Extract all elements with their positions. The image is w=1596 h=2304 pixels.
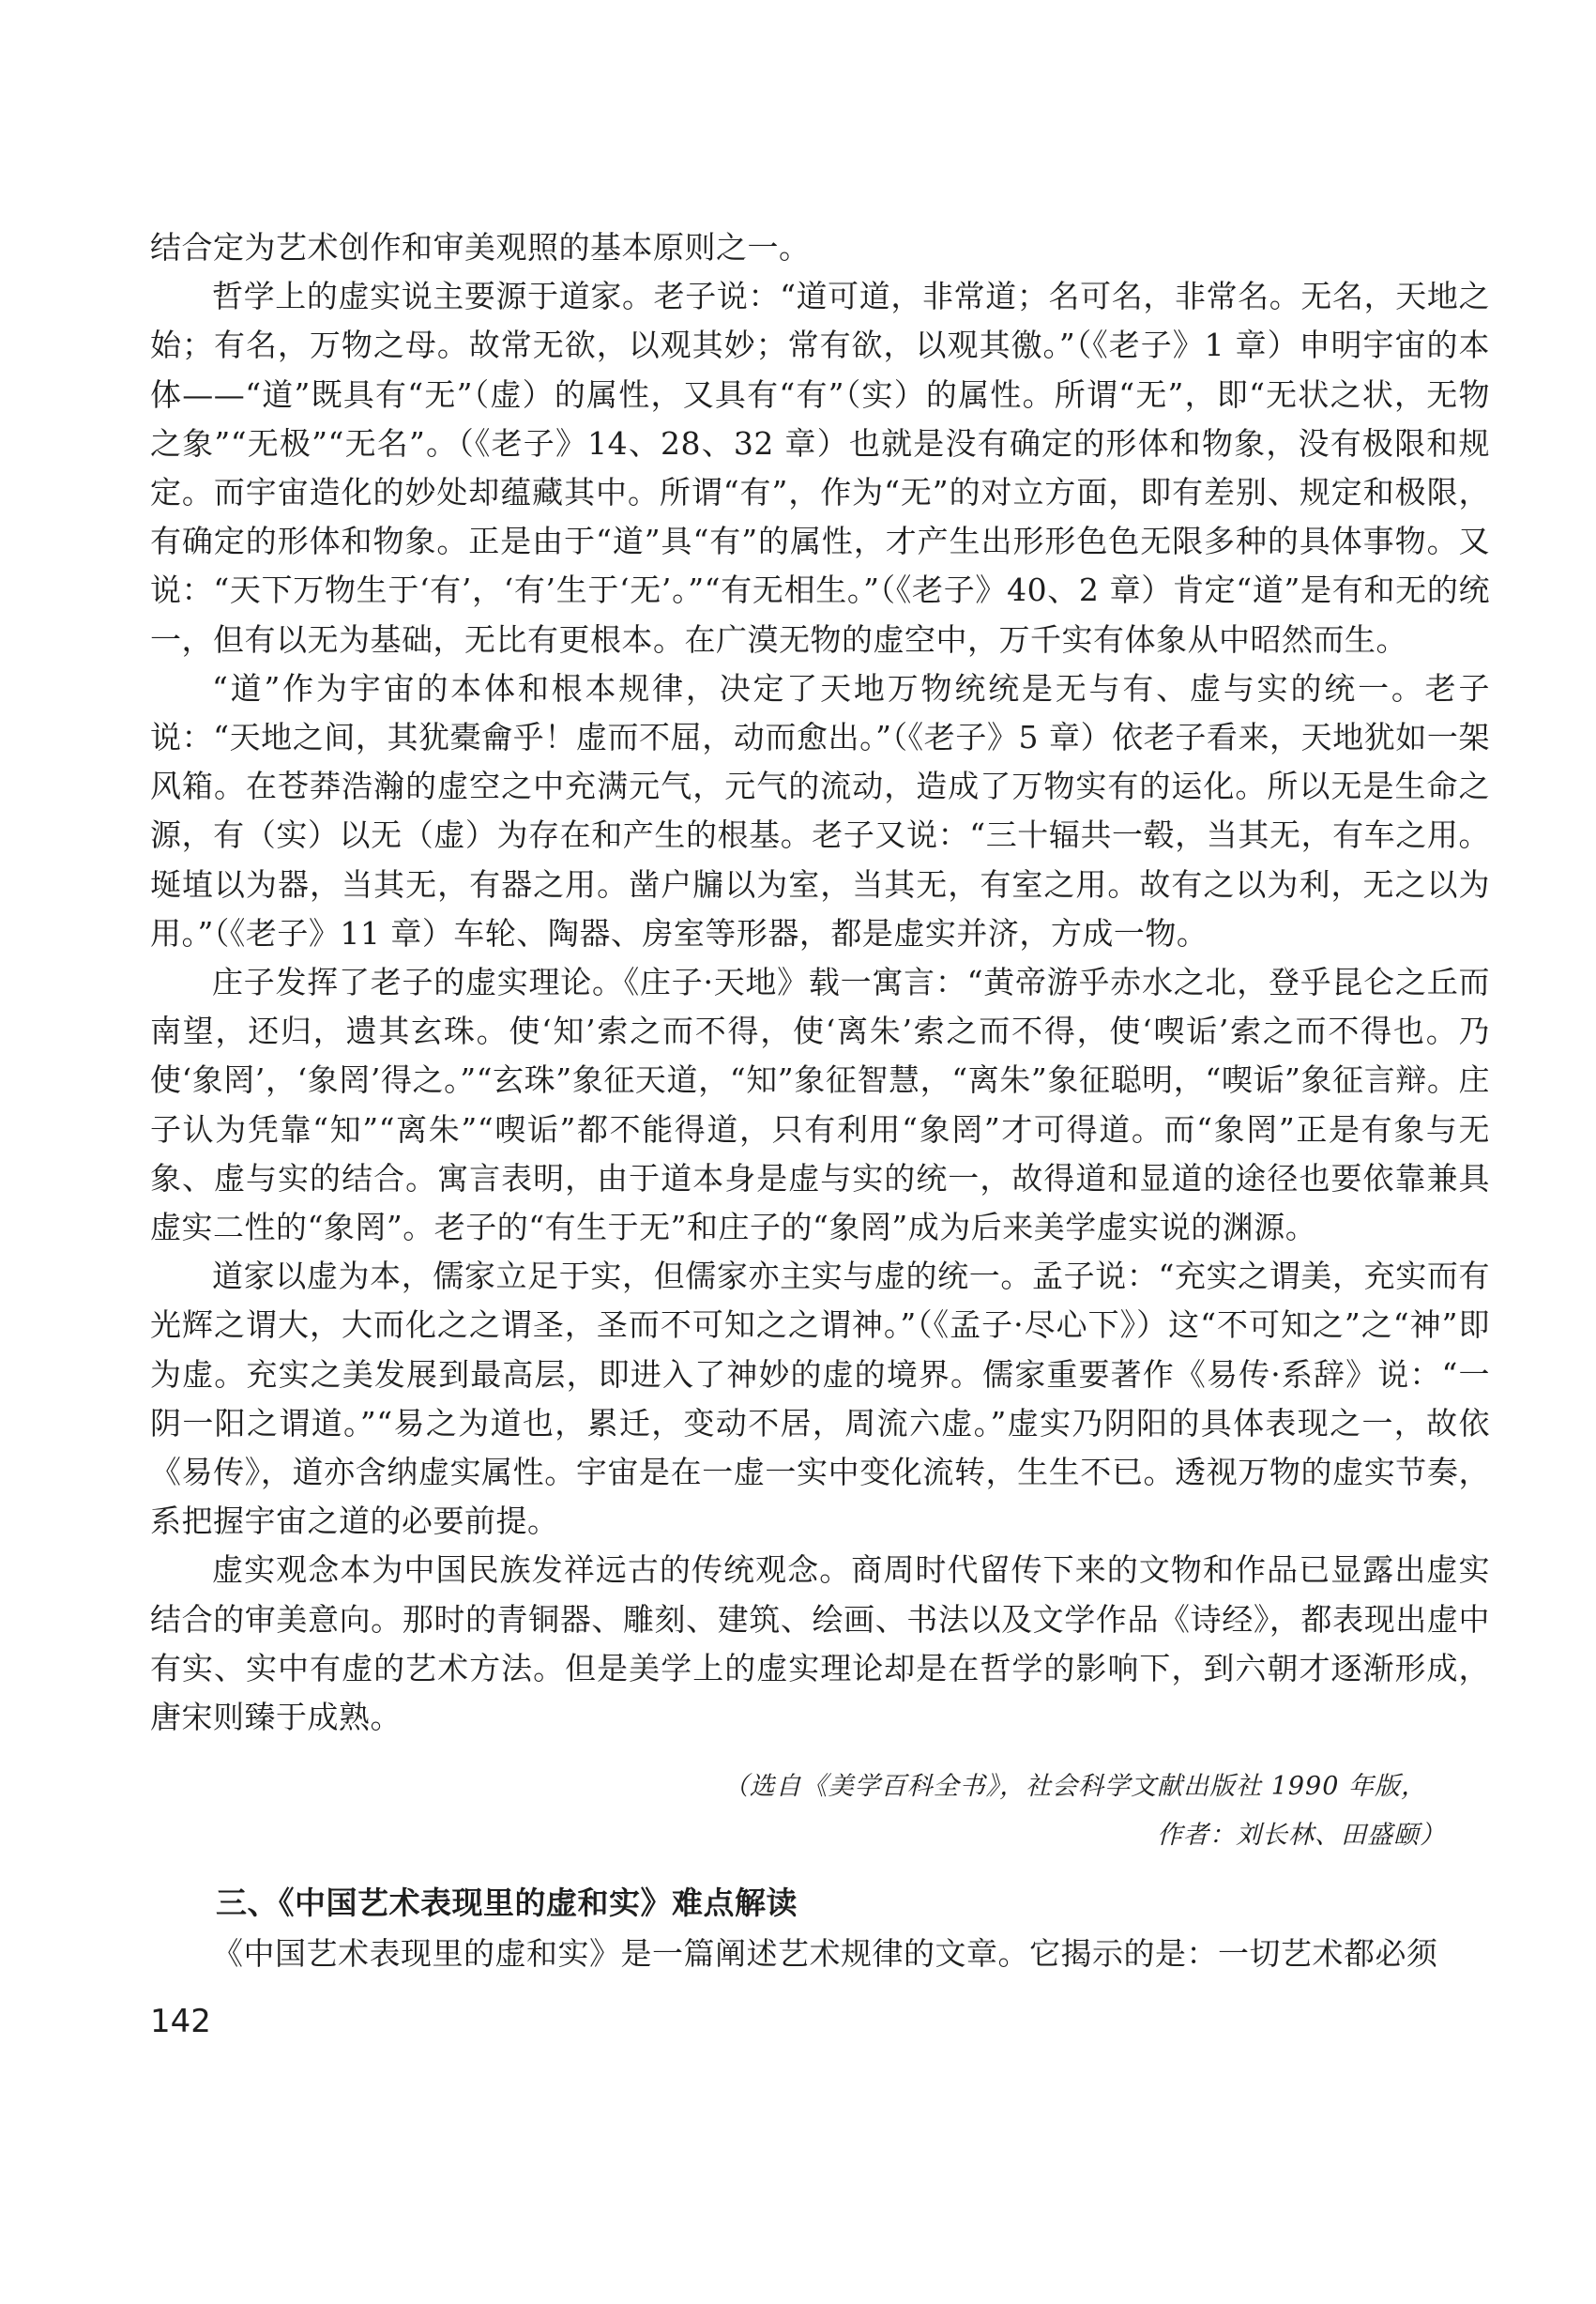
source-authors: 作者：刘长林、田盛颐） (1157, 1821, 1446, 1850)
source-citation: （选自《美学百科全书》，社会科学文献出版社 1990 年版， (722, 1772, 1427, 1801)
page-number: 142 (150, 2003, 211, 2040)
section-heading: 三、《中国艺术表现里的虚和实》难点解读 (216, 1884, 798, 1921)
paragraph-confucian: 道家以虚为本，儒家立足于实，但儒家亦主实与虚的统一。孟子说：“充实之谓美，充实而有光辉之谓大，大而化之之谓圣，圣而不可知之之谓神。”（《孟子·尽心下》）这“不可知之”之“神”即为虚。充实之美发展到最高层，即进入了神妙的虚的境界。儒家重要著作《易传·系辞》说：“一阴一阳之谓道。”“易之为道也，累迁，变动不居，周流六虚。”虚实乃阴阳的具体表现之一，故依《易传》，道亦含纳虚实属性。宇宙是在一虚一实中变化流转，生生不已。透视万物的虚实节奏，系把握宇宙之道的必要前提。 (150, 1258, 1490, 1540)
body-text (150, 223, 1490, 1742)
paragraph-section-intro: 《中国艺术表现里的虚和实》是一篇阐述艺术规律的文章。它揭示的是：一切艺术都必须 (212, 1935, 1438, 1972)
paragraph-zhuangzi: 庄子发挥了老子的虚实理论。《庄子·天地》载一寓言：“黄帝游乎赤水之北，登乎昆仑之丘而南望，还归，遗其玄珠。使‘知’索之而不得，使‘离朱’索之而不得，使‘喫诟’索之而不得也。乃使‘象罔’，‘象罔’得之。”“玄珠”象征天道，“知”象征智慧，“离朱”象征聪明，“喫诟”象征言辩。庄子认为凭靠“知”“离朱”“喫诟”都不能得道，只有利用“象罔”才可得道。而“象罔”正是有象与无象、虚与实的结合。寓言表明，由于道本身是虚与实的统一，故得道和显道的途径也要依靠兼具虚实二性的“象罔”。老子的“有生于无”和庄子的“象罔”成为后来美学虚实说的渊源。 (150, 964, 1490, 1246)
paragraph-laozi-philosophy: 哲学上的虚实说主要源于道家。老子说：“道可道，非常道；名可名，非常名。无名，天地之始；有名，万物之母。故常无欲，以观其妙；常有欲，以观其徼。”（《老子》1 章）申明宇宙的本体——“道”既具有“无”（虚）的属性，又具有“有”（实）的属性。所谓“无”，即“无状之状，无物之象”“无极”“无名”。（《老子》14、28、32 章）也就是没有确定的形体和物象，没有极限和规定。而宇宙造化的妙处却蕴藏其中。所谓“有”，作为“无”的对立方面，即有差别、规定和极限，有确定的形体和物象。正是由于“道”具“有”的属性，才产生出形形色色无限多种的具体事物。又说：“天下万物生于‘有’，‘有’生于‘无’。”“有无相生。”（《老子》40、2 章）肯定“道”是有和无的统一，但有以无为基础，无比有更根本。在广漠无物的虚空中，万千实有体象从中昭然而生。 (150, 278, 1490, 658)
paragraph-tradition: 虚实观念本为中国民族发祥远古的传统观念。商周时代留传下来的文物和作品已显露出虚实结合的审美意向。那时的青铜器、雕刻、建筑、绘画、书法以及文学作品《诗经》，都表现出虚中有实、实中有虚的艺术方法。但是美学上的虚实理论却是在哲学的影响下，到六朝才逐渐形成，唐宋则臻于成熟。 (150, 1551, 1490, 1736)
paragraph-continuation: 结合定为艺术创作和审美观照的基本原则之一。 (150, 229, 811, 266)
paragraph-dao-universe: “道”作为宇宙的本体和根本规律，决定了天地万物统统是无与有、虚与实的统一。老子说：“天地之间，其犹橐龠乎！虚而不屈，动而愈出。”（《老子》5 章）依老子看来，天地犹如一架风箱。在苍莽浩瀚的虚空之中充满元气，元气的流动，造成了万物实有的运化。所以无是生命之源，有（实）以无（虚）为存在和产生的根基。老子又说：“三十辐共一毂，当其无，有车之用。埏埴以为器，当其无，有器之用。凿户牖以为室，当其无，有室之用。故有之以为利，无之以为用。”（《老子》11 章）车轮、陶器、房室等形器，都是虚实并济，方成一物。 (150, 669, 1490, 952)
